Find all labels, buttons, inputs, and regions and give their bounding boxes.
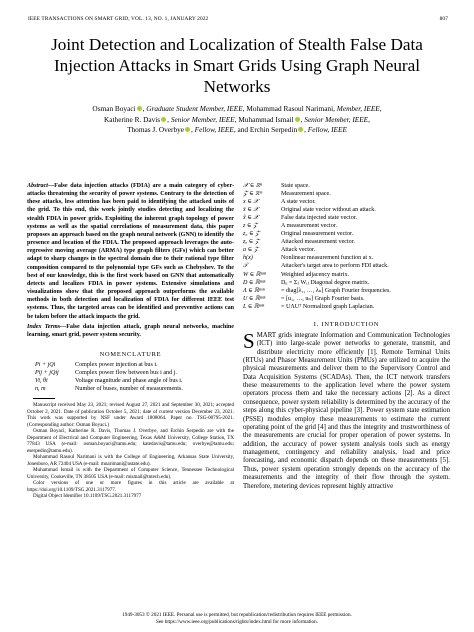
symbol-desc: Original state vector without an attack. (281, 207, 376, 214)
footnote: Osman Boyaci, Katherine R. Davis, Thomas J. Overbye, and Erchin Serpedin are with the Department of Electrical and Computer Engineering, Texas A&M University, College Station, TX 77843 USA (e-mail: osman.boyaci@tamu.edu; katedavis@tamu.edu; overbye@tamu.edu; eserpedin@tamu.edu). (27, 428, 234, 454)
symbol-desc: Measurement space. (281, 191, 331, 198)
symbol-row (243, 182, 450, 190)
symbol-row (243, 238, 450, 246)
symbol-desc: A measurement vector. (281, 223, 338, 230)
abstract-label: Abstract— (27, 183, 55, 189)
symbol-row (243, 206, 450, 214)
nomenclature-row (27, 369, 234, 377)
nomenclature-symbol: Pi + jQi (35, 361, 56, 368)
symbol: x̄ ∈ 𝒳 (243, 207, 259, 214)
symbol-row (243, 198, 450, 206)
author-role: Senior Member, IEEE (170, 114, 235, 124)
introduction-heading: I. INTRODUCTION (313, 320, 380, 328)
symbol-row (243, 262, 450, 270)
orcid-icon[interactable] (137, 106, 142, 111)
symbol-desc: = diag[λ₁, …, λₙ] Graph Fourier frequencies. (281, 287, 391, 294)
symbol: zₐ ∈ 𝒵 (243, 239, 260, 246)
running-header (28, 16, 448, 22)
nomenclature-list (27, 361, 234, 393)
symbol-row (243, 222, 450, 230)
footnote: Manuscript received May 23, 2021; revised August 27, 2021 and September 30, 2021; accepted October 2, 2021. Date of publication October 5, 2021; date of current version December 23, 2021. This work was supported by NSF under Award 1808064. Paper no. TSG-00795-2021. (Corresponding author: Osman Boyaci.) (27, 402, 234, 428)
footnote-link[interactable]: Color versions of one or more figures in this article are available at https://doi.org/10.1109/TSG.2021.3117977. (27, 480, 234, 493)
journal-name: IEEE TRANSACTIONS ON SMART GRID, VOL. 13, NO. 1, JANUARY 2022 (28, 16, 209, 22)
left-column (27, 182, 234, 500)
author-line-2: Katherine R. Davis , Senior Member, IEEE, Muhammad Ismail , Senior Member, IEEE, (104, 114, 370, 124)
orcid-icon[interactable] (161, 117, 166, 122)
nomenclature-desc: Complex power flow between bus i and j. (75, 370, 177, 377)
symbol-desc: = UΛUᵀ Normalized graph Laplacian. (281, 303, 375, 310)
symbol: W ∈ ℝⁿˣⁿ (243, 271, 267, 278)
symbol-desc: Attack vector. (281, 247, 316, 254)
symbol: z₀ ∈ 𝒵 (243, 231, 260, 238)
footnote-rule (33, 398, 55, 399)
copyright-line: 1949-3053 © 2021 IEEE. Personal use is permitted, but republication/redistribution requires IEEE permission. (122, 612, 352, 618)
author-role: Senior Member, IEEE (304, 114, 369, 124)
footnote: Digital Object Identifier 10.1109/TSG.2021.3117977 (33, 493, 142, 500)
symbol-row (243, 214, 450, 222)
symbol: Λ ∈ ℝⁿˣⁿ (243, 287, 265, 294)
index-terms (27, 323, 234, 339)
symbol-desc: Original measurement vector. (281, 231, 354, 238)
symbol: D ∈ ℝⁿˣⁿ (243, 279, 266, 286)
author-line-1: Osman Boyaci , Graduate Student Member, IEEE, Mohammad Rasoul Narimani, Member, IEEE, (92, 104, 382, 113)
nomenclature-symbol: Pij + jQij (35, 370, 59, 377)
author-name: Thomas J. Overbye (127, 125, 185, 135)
symbol-row (243, 303, 450, 311)
orcid-icon[interactable] (295, 117, 300, 122)
symbol: a ∈ 𝒵 (243, 247, 259, 254)
author-name: Mohammad Rasoul Narimani (246, 104, 334, 113)
drop-cap: S (243, 328, 255, 353)
nomenclature-row (27, 377, 234, 385)
symbol-list (243, 182, 450, 311)
symbol-desc: A state vector. (281, 199, 316, 206)
author-line-3: Thomas J. Overbye , Fellow, IEEE, and Erchin Serpedin , Fellow, IEEE (127, 125, 347, 135)
symbol: 𝒵 ∈ ℝᵐ (243, 191, 263, 198)
author-role: Member, IEEE (336, 104, 380, 113)
symbol-row (243, 230, 450, 238)
footnotes (27, 402, 234, 500)
author-name: Muhammad Ismail (238, 114, 294, 124)
orcid-icon[interactable] (185, 127, 190, 132)
footnote: Muhammad Ismail is with the Department of Computer Science, Tennessee Technological University, Cookeville, TN 38505 USA (e-mail: mismail@tntech.edu). (27, 467, 234, 480)
footnote: Mohammad Rasoul Narimani is with the College of Engineering, Arkansas State University, Jonesboro, AR 72404 USA (e-mail: mnarimani@astate.edu). (27, 454, 234, 467)
nomenclature-row (27, 361, 234, 369)
nomenclature-heading: NOMENCLATURE (99, 350, 162, 358)
symbol-row (243, 271, 450, 279)
symbol-desc: = [u₁, …, uₙ] Graph Fourier basis. (281, 295, 365, 302)
paper-title: Joint Detection and Localization of Stealth False Data Injection Attacks in Smart Grids Using Graph Neural Networks (51, 35, 423, 96)
symbol-desc: State space. (281, 183, 310, 189)
symbol: x̃ ∈ 𝒳 (243, 215, 259, 222)
intro-lead-word: MART (256, 331, 277, 339)
index-terms-text: False data injection attack, graph neural networks, machine learning, smart grid, power system security. (27, 323, 234, 338)
symbol-row (243, 287, 450, 295)
index-terms-label: Index Terms— (27, 323, 67, 330)
author-list (30, 104, 444, 136)
intro-text: grids integrate Information and Communication Technologies (ICT) into large-scale power networks to generate, transmit, and distribute electricity more efficiently [1]. Remote Terminal Units (RTUs) and Phasor Measurement Units (PMUs) are utilized to acquire the physical measurements and deliver them to the Supervisory Control and Data Acquisition Systems (SCADAs). Then, the ICT network transfers these measurements to the application level where the power system operators process them and take the necessary actions [2]. As a direct consequence, power system reliability is determined by the accuracy of the steps along this cyber-physical pipeline [3]. Power system state estimation (PSSE) modules employ these measurements to estimate the current operating point of the grid [4] and thus the integrity and trustworthiness of the measurements are crucial for proper operation of power systems. In addition, the accuracy of power system analysis tools such as energy management, contingency and reliability analysis, load and price forecasting, and economic dispatch depends on these measurements [5]. Thus, power system operation strongly depends on the accuracy of the measurements and the integrity of their flow through the system. Therefore, metering devices represent highly attractive (243, 331, 450, 490)
nomenclature-symbol: n, m (35, 386, 46, 393)
author-role: Fellow, IEEE (307, 125, 347, 135)
author-name: Osman Boyaci (92, 104, 136, 113)
symbol: U ∈ ℝⁿˣⁿ (243, 295, 266, 302)
symbol: x ∈ 𝒳 (243, 199, 259, 206)
permissions-link[interactable]: See https://www.ieee.org/publications/rights/index.html for more information. (155, 618, 319, 625)
orcid-icon[interactable] (298, 127, 303, 132)
nomenclature-row (27, 385, 234, 393)
nomenclature-desc: Complex power injection at bus i. (75, 361, 158, 368)
symbol: z ∈ 𝒵 (243, 223, 258, 230)
symbol-row (243, 254, 450, 262)
author-name: and Erchin Serpedin (237, 125, 298, 135)
author-role: Graduate Student Member, IEEE (146, 104, 243, 113)
symbol: h(x) (243, 255, 253, 262)
symbol: 𝒳 ∈ ℝⁿ (243, 183, 263, 189)
introduction-paragraph (243, 328, 450, 491)
author-role: Fellow, IEEE (194, 125, 234, 135)
symbol-row (243, 279, 450, 287)
symbol-desc: Weighted adjacency matrix. (281, 271, 350, 278)
symbol-row (243, 190, 450, 198)
page-number: 807 (439, 16, 448, 22)
symbol-row (243, 246, 450, 254)
symbol-desc: Attacker's target area to perform FDI attack. (281, 263, 389, 270)
copyright-notice (20, 612, 454, 625)
symbol: L ∈ ℝⁿˣⁿ (243, 303, 265, 310)
symbol-desc: Dᵢᵢ = Σⱼ Wᵢⱼ Diagonal degree matrix. (281, 279, 370, 286)
symbol-desc: Nonlinear measurement function at x. (281, 255, 374, 262)
symbol: 𝒯 (243, 263, 248, 270)
right-column (243, 182, 450, 491)
symbol-desc: False data injected state vector. (281, 215, 357, 222)
nomenclature-desc: Voltage magnitude and phase angle of bus i. (75, 378, 183, 385)
author-name: Katherine R. Davis (104, 114, 161, 124)
nomenclature-symbol: Vi, θi (35, 378, 48, 385)
nomenclature-desc: Number of buses, number of measurements. (75, 386, 183, 393)
abstract-text: False data injection attacks (FDIA) are a main category of cyber-attacks threatening the security of power systems. Contrary to the detection of these attacks, less attention has been paid to identifying the attacked units of the grid. To this end, this work jointly studies detecting and localizing the stealth FDIA in power grids. Exploiting the inherent graph topology of power systems as well as the spatial correlations of measurement data, this paper proposes an approach based on the graph neural network (GNN) to identify the presence and location of the FDIA. The proposed approach leverages the auto-regressive moving average (ARMA) type graph filters (GFs) which can better adapt to sharp changes in the spectral domain due to their rational type filter composition compared to the polynomial type GFs such as Chebyshev. To the best of our knowledge, this is the first work based on GNN that automatically detects and localizes FDIA in power systems. Extensive simulations and visualizations show that the proposed approach outperforms the available methods in both detection and localization of FDIA for different IEEE test systems. Thus, the targeted areas can be identified and preventive actions can be taken before the attack impacts the grid. (27, 183, 234, 320)
abstract (27, 182, 234, 321)
symbol-desc: Attacked measurement vector. (281, 239, 355, 246)
symbol-row (243, 295, 450, 303)
